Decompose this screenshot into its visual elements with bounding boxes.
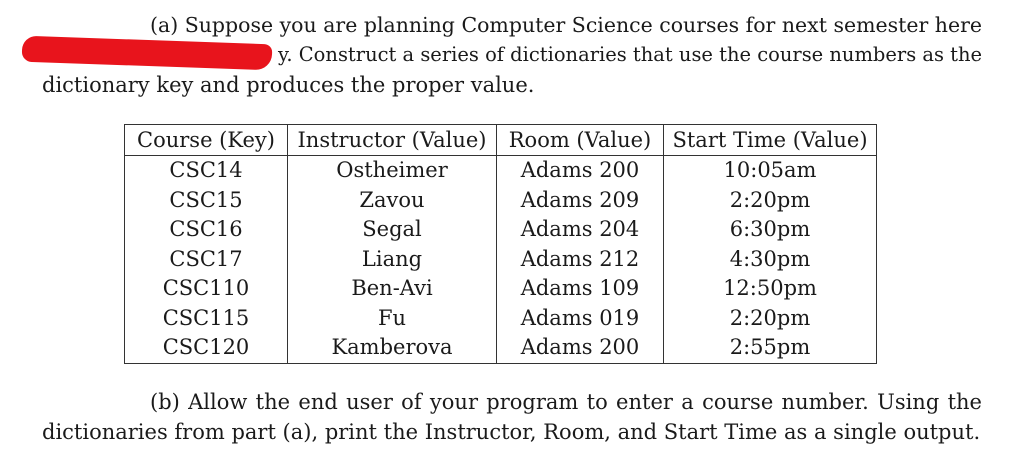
table-header-row <box>125 125 877 156</box>
table-row <box>125 333 877 363</box>
cell-instructor: Fu <box>288 304 497 334</box>
header-start-time: Start Time (Value) <box>664 125 877 156</box>
table-row <box>125 186 877 216</box>
table-row <box>125 304 877 334</box>
header-room: Room (Value) <box>497 125 664 156</box>
cell-room: Adams 019 <box>497 304 664 334</box>
part-b-paragraph <box>42 387 982 447</box>
cell-course: CSC120 <box>125 333 288 363</box>
cell-room: Adams 109 <box>497 274 664 304</box>
header-instructor: Instructor (Value) <box>288 125 497 156</box>
cell-course: CSC16 <box>125 215 288 245</box>
part-b-line-1: (b) Allow the end user of your program to enter a course number. Using the <box>150 390 982 414</box>
cell-start-time: 6:30pm <box>664 215 877 245</box>
cell-start-time: 4:30pm <box>664 245 877 275</box>
cell-instructor: Liang <box>288 245 497 275</box>
cell-instructor: Ben-Avi <box>288 274 497 304</box>
part-a-line-1: (a) Suppose you are planning Computer Science courses for next semester here <box>150 13 982 37</box>
part-b-line-2: dictionaries from part (a), print the Instructor, Room, and Start Time as a single output. <box>42 420 981 444</box>
table-row <box>125 274 877 304</box>
cell-room: Adams 200 <box>497 333 664 363</box>
cell-course: CSC17 <box>125 245 288 275</box>
table-row <box>125 215 877 245</box>
table-row <box>125 156 877 186</box>
cell-course: CSC115 <box>125 304 288 334</box>
part-a-line-2: y. Construct a series of dictionaries that use the course numbers as the <box>278 43 983 66</box>
cell-start-time: 2:55pm <box>664 333 877 363</box>
cell-start-time: 10:05am <box>664 156 877 186</box>
table-row <box>125 245 877 275</box>
cell-room: Adams 200 <box>497 156 664 186</box>
cell-instructor: Segal <box>288 215 497 245</box>
cell-instructor: Kamberova <box>288 333 497 363</box>
course-table <box>124 124 877 364</box>
cell-room: Adams 209 <box>497 186 664 216</box>
cell-start-time: 12:50pm <box>664 274 877 304</box>
cell-start-time: 2:20pm <box>664 186 877 216</box>
cell-start-time: 2:20pm <box>664 304 877 334</box>
cell-course: CSC14 <box>125 156 288 186</box>
cell-room: Adams 204 <box>497 215 664 245</box>
cell-course: CSC15 <box>125 186 288 216</box>
cell-room: Adams 212 <box>497 245 664 275</box>
part-a-line-3: dictionary key and produces the proper value. <box>42 73 535 97</box>
cell-instructor: Zavou <box>288 186 497 216</box>
header-course: Course (Key) <box>125 125 288 156</box>
cell-course: CSC110 <box>125 274 288 304</box>
cell-instructor: Ostheimer <box>288 156 497 186</box>
